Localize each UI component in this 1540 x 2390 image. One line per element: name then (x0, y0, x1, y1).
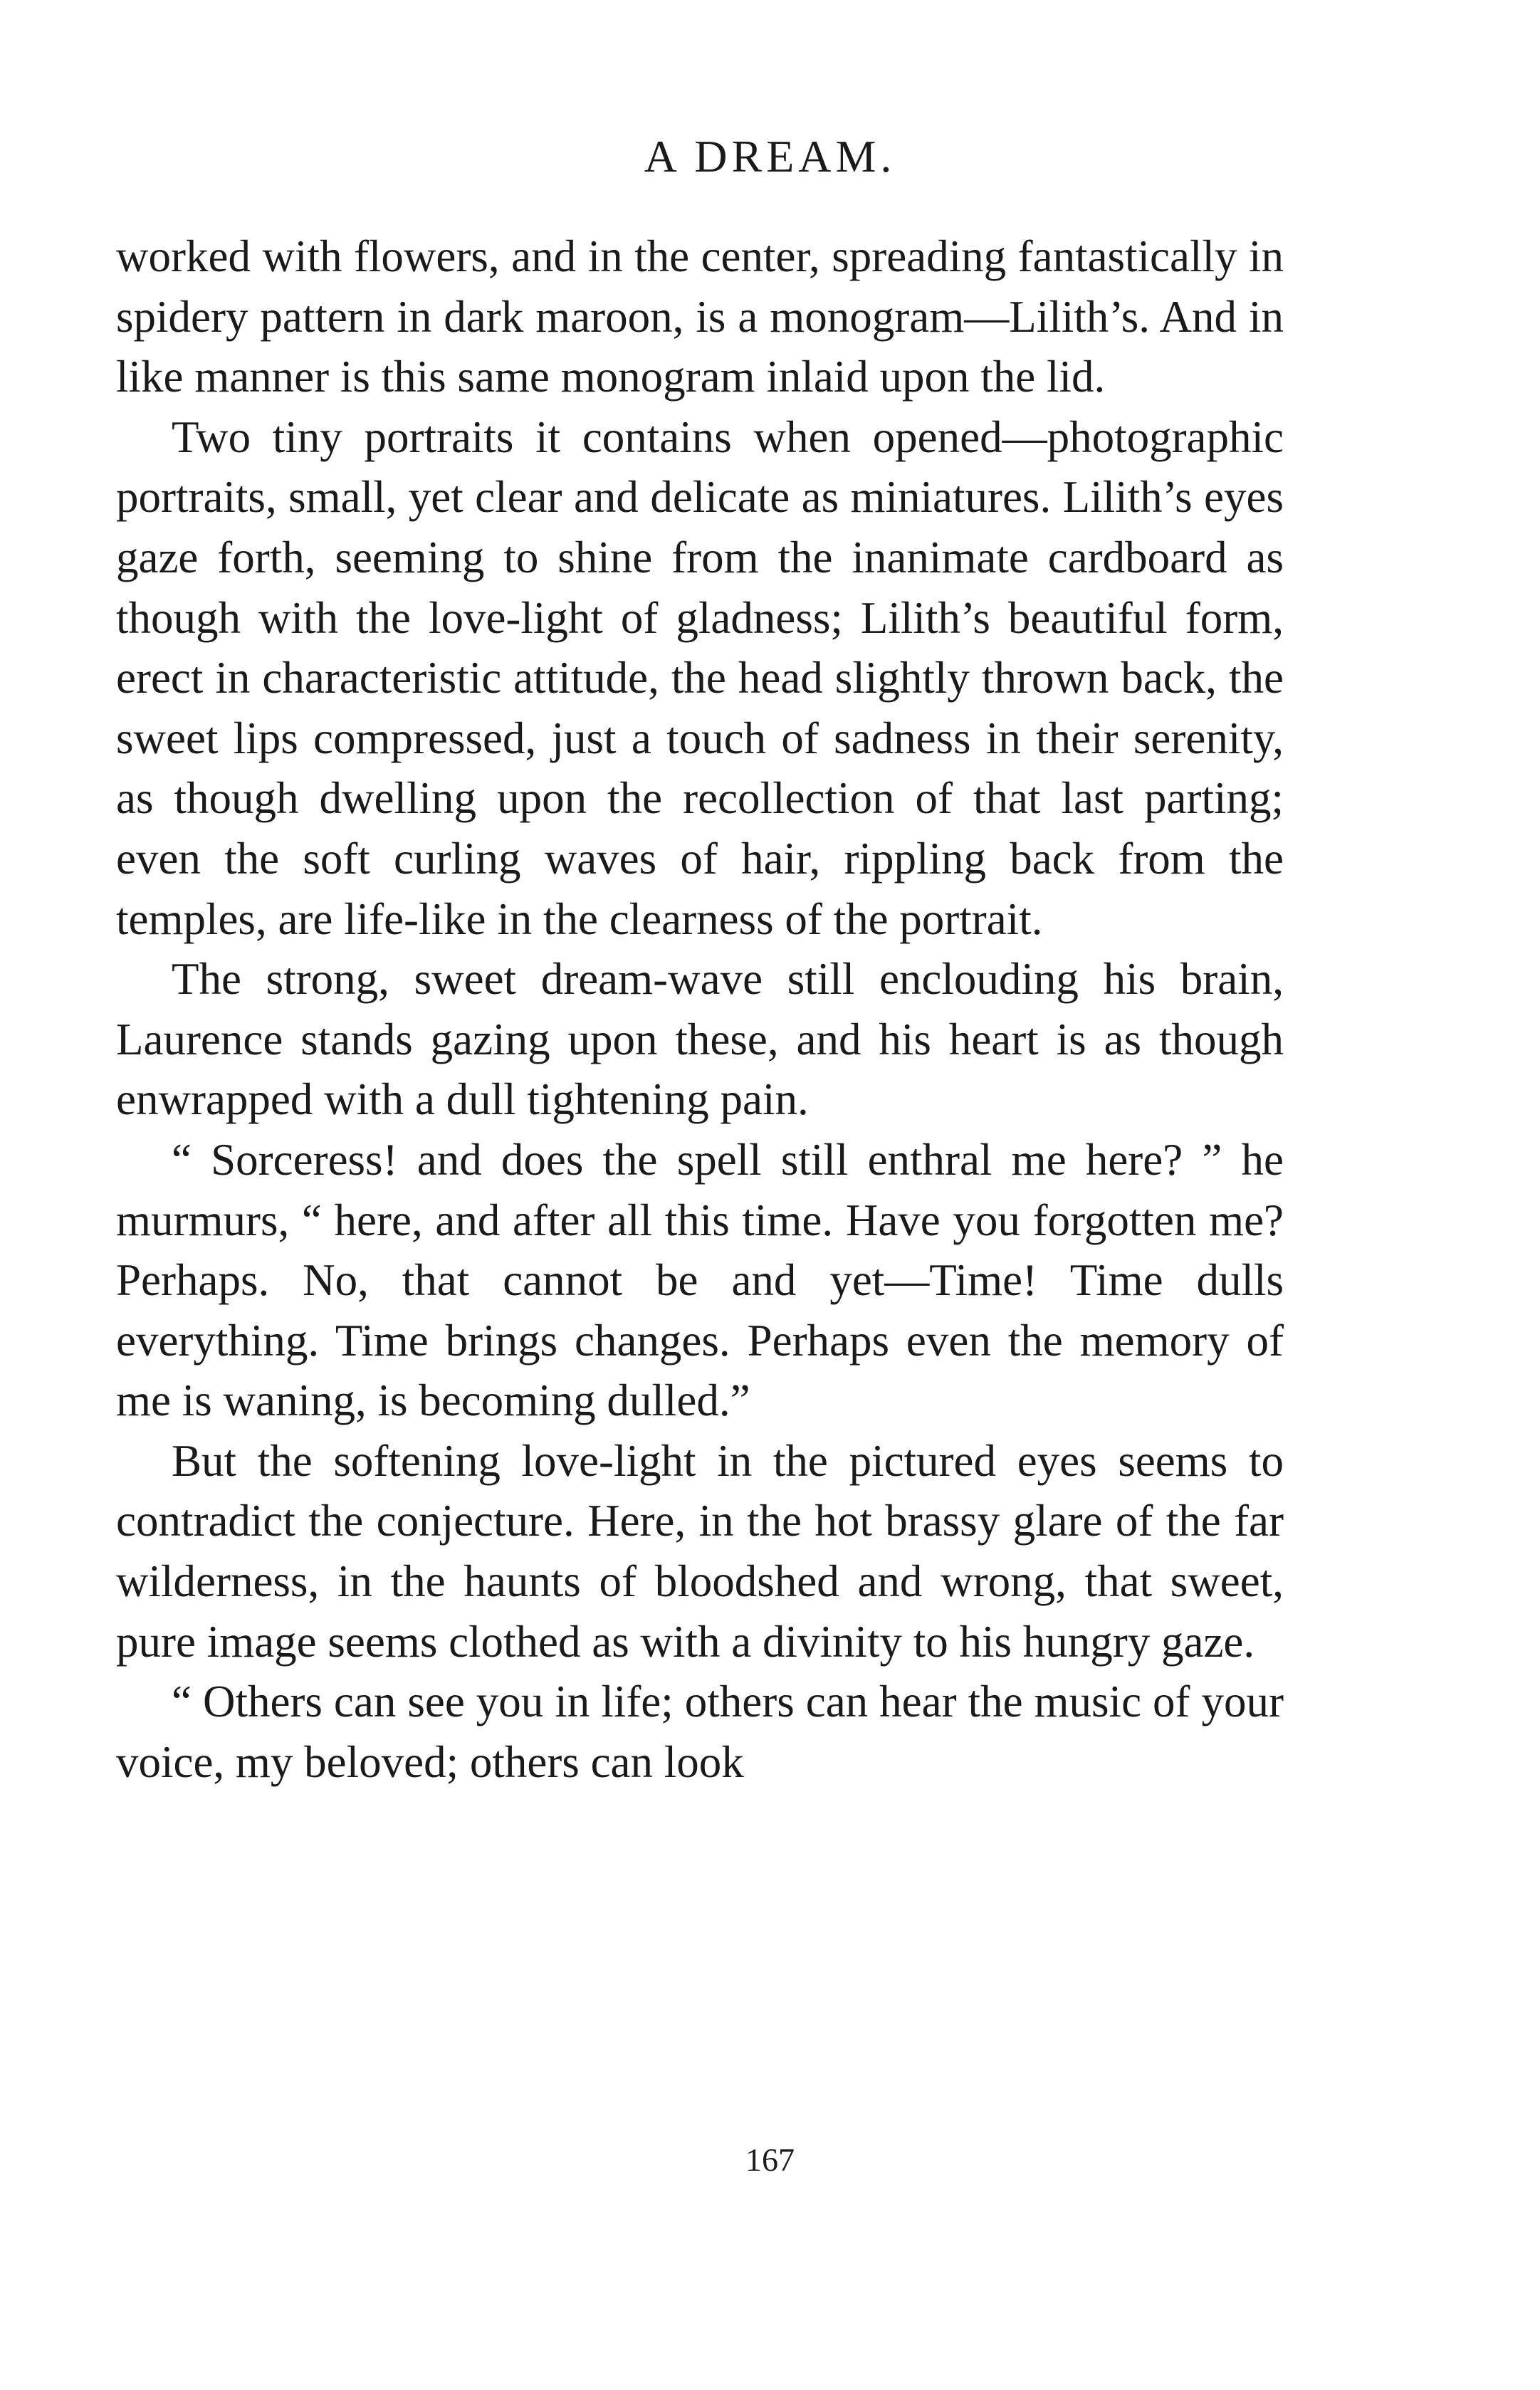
paragraph-dream-wave: The strong, sweet dream-wave still enclouding his brain, Laurence stands gazing upon these, and his heart is as though enwrapped with a dull tightening pain. (116, 954, 1284, 1125)
paragraph-continuation: worked with flowers, and in the center, spreading fantastically in spidery pattern in dark maroon, is a monogram—Lilith’s. And in like manner is this same monogram inlaid upon the lid. (116, 231, 1284, 402)
paragraph-sorceress: “ Sorceress! and does the spell still enthral me here? ” he murmurs, “ here, and after all this time. Have you forgotten me? Perhaps. No, that cannot be and yet—Time! Time dulls everything. Time brings changes. Perhaps even the memory of me is waning, is becoming dulled.” (116, 1134, 1284, 1426)
paragraph-others: “ Others can see you in life; others can hear the music of your voice, my beloved; others can look (116, 1677, 1284, 1787)
running-title: A DREAM. (644, 131, 896, 182)
body-text (116, 226, 1284, 1792)
page-number: 167 (745, 2142, 795, 2178)
paragraph-portraits: Two tiny portraits it contains when opened—photographic portraits, small, yet clear and delicate as miniatures. Lilith’s eyes gaze forth, seeming to shine from the inanimate cardboard as though with the love-light of gladness; Lilith’s beautiful form, erect in characteristic attitude, the head slightly thrown back, the sweet lips compressed, just a touch of sadness in their serenity, as though dwelling upon the recollection of that last parting; even the soft curling waves of hair, rippling back from the temples, are life-like in the clearness of the portrait. (116, 412, 1284, 944)
paragraph-love-light: But the softening love-light in the pictured eyes seems to contradict the conjecture. Here, in the hot brassy glare of the far wilderness, in the haunts of bloodshed and wrong, that sweet, pure image seems clothed as with a divinity to his hungry gaze. (116, 1435, 1284, 1667)
